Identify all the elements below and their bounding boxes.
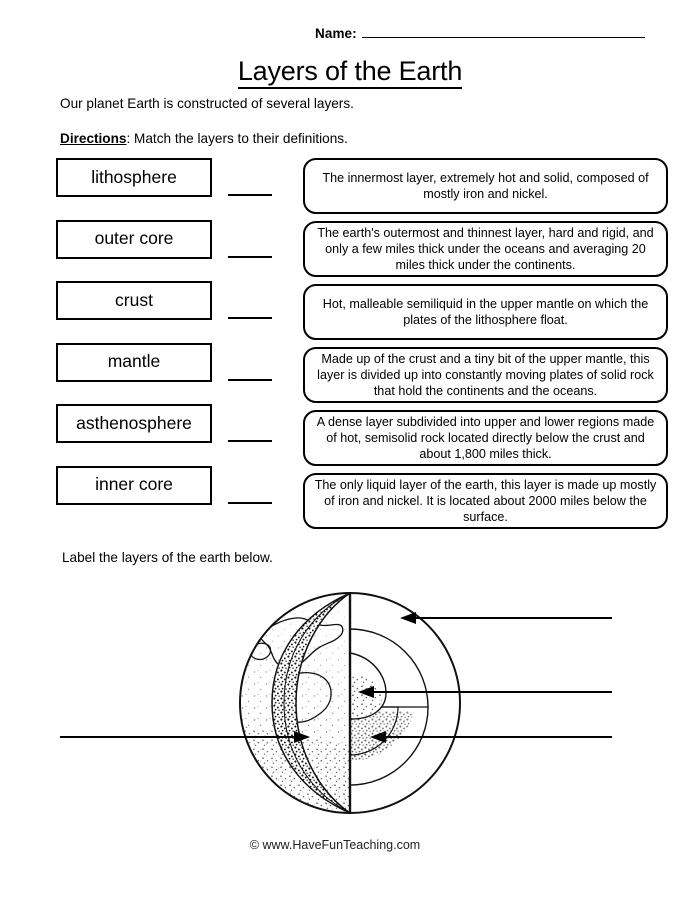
name-field-row [315, 24, 645, 41]
label-instruction: Label the layers of the earth below. [62, 550, 273, 565]
term-label: mantle [107, 351, 161, 372]
term-row [56, 220, 272, 282]
term-box-inner-core [56, 466, 212, 505]
term-label: inner core [95, 474, 173, 495]
footer-credit: © www.HaveFunTeaching.com [249, 838, 421, 852]
earth-diagram [0, 585, 700, 830]
answer-blank-2[interactable] [228, 256, 272, 258]
intro-sentence: Our planet Earth is constructed of several layers. [60, 96, 354, 111]
answer-blank-1[interactable] [228, 194, 272, 196]
term-box-lithosphere [56, 158, 212, 197]
term-box-outer-core [56, 220, 212, 259]
term-box-crust [56, 281, 212, 320]
directions-label: Directions [60, 131, 127, 146]
term-label: crust [115, 289, 153, 310]
term-row [56, 466, 272, 528]
definitions-column [303, 158, 668, 536]
term-row [56, 343, 272, 405]
page-title [0, 56, 700, 87]
answer-blank-5[interactable] [228, 440, 272, 442]
definition-box-6: The only liquid layer of the earth, this layer is made up mostly of iron and nickel. It is located about 2000 miles below the surface. [303, 473, 668, 529]
answer-blank-4[interactable] [228, 379, 272, 381]
page-title-text: Layers of the Earth [238, 56, 462, 89]
definition-box-1: The innermost layer, extremely hot and solid, composed of mostly iron and nickel. [303, 158, 668, 214]
definition-box-3: Hot, malleable semiliquid in the upper mantle on which the plates of the lithosphere float. [303, 284, 668, 340]
answer-blank-6[interactable] [228, 502, 272, 504]
term-label: outer core [94, 228, 174, 249]
name-input-blank[interactable] [362, 24, 645, 38]
definition-box-4: Made up of the crust and a tiny bit of the upper mantle, this layer is divided up into constantly moving plates of solid rock that hold the continents and the oceans. [303, 347, 668, 403]
matching-exercise [0, 158, 700, 528]
name-label: Name: [315, 26, 357, 41]
term-row [56, 158, 272, 220]
term-label: lithosphere [91, 166, 177, 187]
label-arrow-top-right [400, 612, 612, 624]
directions-line [60, 131, 348, 146]
term-label: asthenosphere [76, 412, 192, 433]
term-row [56, 281, 272, 343]
directions-text: : Match the layers to their definitions. [126, 131, 348, 146]
answer-blank-3[interactable] [228, 317, 272, 319]
terms-column [56, 158, 272, 527]
term-box-mantle [56, 343, 212, 382]
earth-diagram-svg [0, 585, 700, 830]
term-row [56, 404, 272, 466]
definition-box-5: A dense layer subdivided into upper and lower regions made of hot, semisolid rock located directly below the crust and about 1,800 miles thick. [303, 410, 668, 466]
definition-box-2: The earth's outermost and thinnest layer, hard and rigid, and only a few miles thick under the oceans and averaging 20 miles thick under the continents. [303, 221, 668, 277]
term-box-asthenosphere [56, 404, 212, 443]
